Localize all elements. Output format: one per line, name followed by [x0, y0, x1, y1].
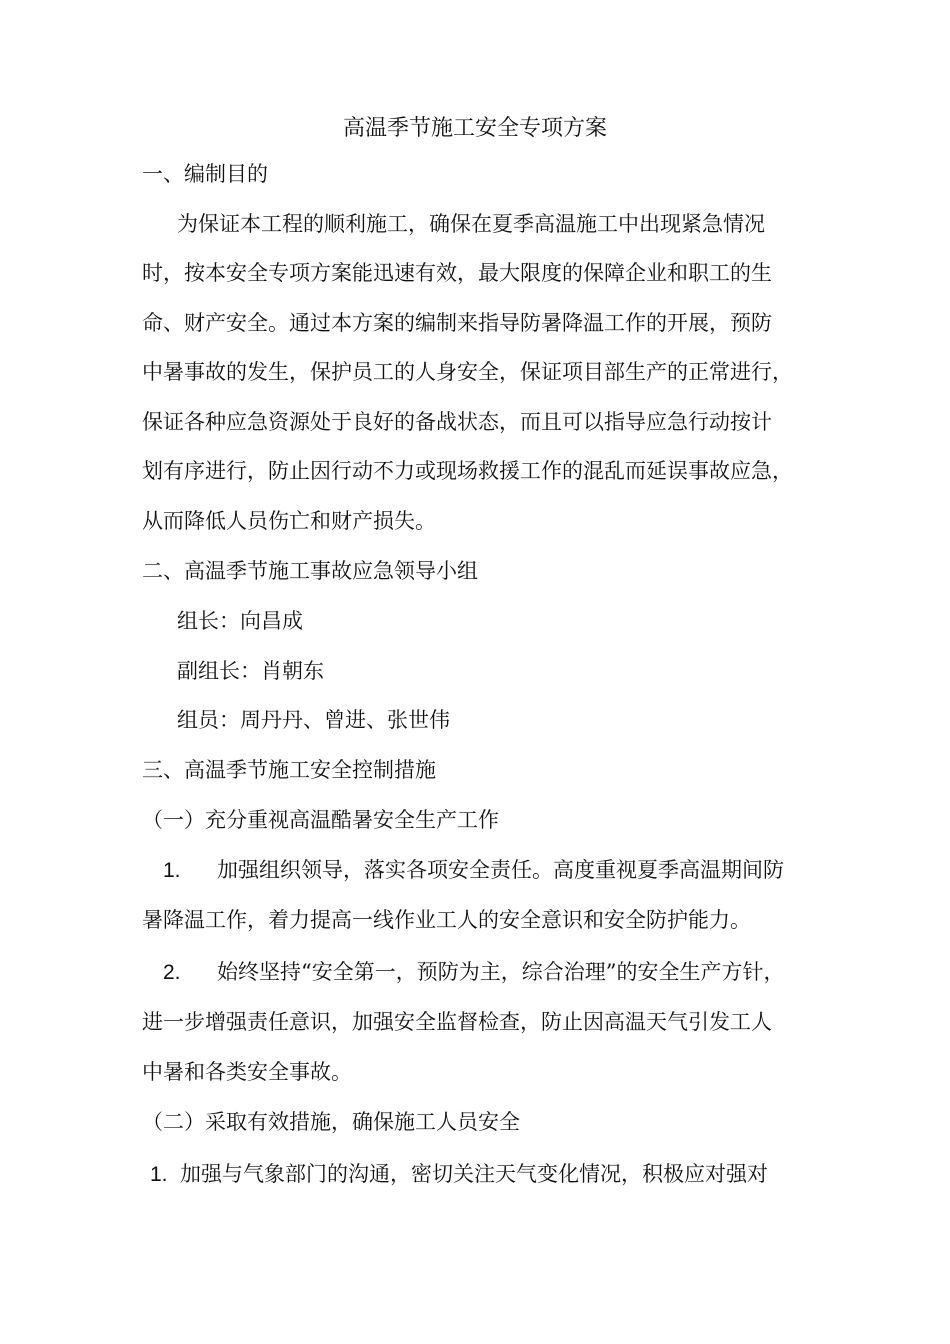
list-item-line: 中暑和各类安全事故。 — [142, 1060, 352, 1084]
list-item-line: 加强组织领导，落实各项安全责任。高度重视夏季高温期间防 — [217, 858, 784, 882]
section1-paragraph-line: 时，按本安全专项方案能迅速有效，最大限度的保障企业和职工的生 — [142, 261, 772, 285]
list-item-number — [163, 856, 181, 885]
item-number: 1. — [150, 1163, 168, 1186]
section1-paragraph-line: 中暑事故的发生，保护员工的人身安全，保证项目部生产的正常进行， — [142, 360, 793, 384]
section1-paragraph-line: 从而降低人员伤亡和财产损失。 — [142, 509, 436, 533]
section3-heading: 三、高温季节施工安全控制措施 — [142, 758, 436, 782]
section1-paragraph-line: 划有序进行，防止因行动不力或现场救援工作的混乱而延误事故应急， — [142, 459, 793, 483]
group-leader: 组长：向昌成 — [177, 609, 303, 633]
list-item-number — [163, 958, 181, 987]
list-item-line: 暑降温工作，着力提高一线作业工人的安全意识和安全防护能力。 — [142, 908, 751, 932]
item-number: 2. — [163, 961, 181, 984]
section1-paragraph-line: 保证各种应急资源处于良好的备战状态，而且可以指导应急行动按计 — [142, 410, 772, 434]
section1-paragraph-line: 命、财产安全。通过本方案的编制来指导防暑降温工作的开展，预防 — [142, 311, 772, 335]
subsection1-heading: （一）充分重视高温酷暑安全生产工作 — [142, 808, 499, 832]
list-item-line: 加强与气象部门的沟通，密切关注天气变化情况，积极应对强对 — [180, 1162, 768, 1186]
list-item-number — [150, 1160, 168, 1189]
item-number: 1. — [163, 859, 181, 882]
section1-paragraph-line: 为保证本工程的顺利施工，确保在夏季高温施工中出现紧急情况 — [177, 212, 765, 236]
list-item-line: 进一步增强责任意识，加强安全监督检查，防止因高温天气引发工人 — [142, 1010, 772, 1034]
section2-heading: 二、高温季节施工事故应急领导小组 — [142, 559, 478, 583]
document-title: 高温季节施工安全专项方案 — [342, 116, 607, 141]
list-item-line: 始终坚持“安全第一，预防为主，综合治理”的安全生产方针， — [217, 960, 785, 984]
group-members: 组员：周丹丹、曾进、张世伟 — [177, 708, 450, 732]
subsection2-heading: （二）采取有效措施，确保施工人员安全 — [142, 1110, 520, 1134]
group-deputy-leader: 副组长：肖朝东 — [177, 659, 324, 683]
section1-heading: 一、编制目的 — [142, 162, 268, 186]
